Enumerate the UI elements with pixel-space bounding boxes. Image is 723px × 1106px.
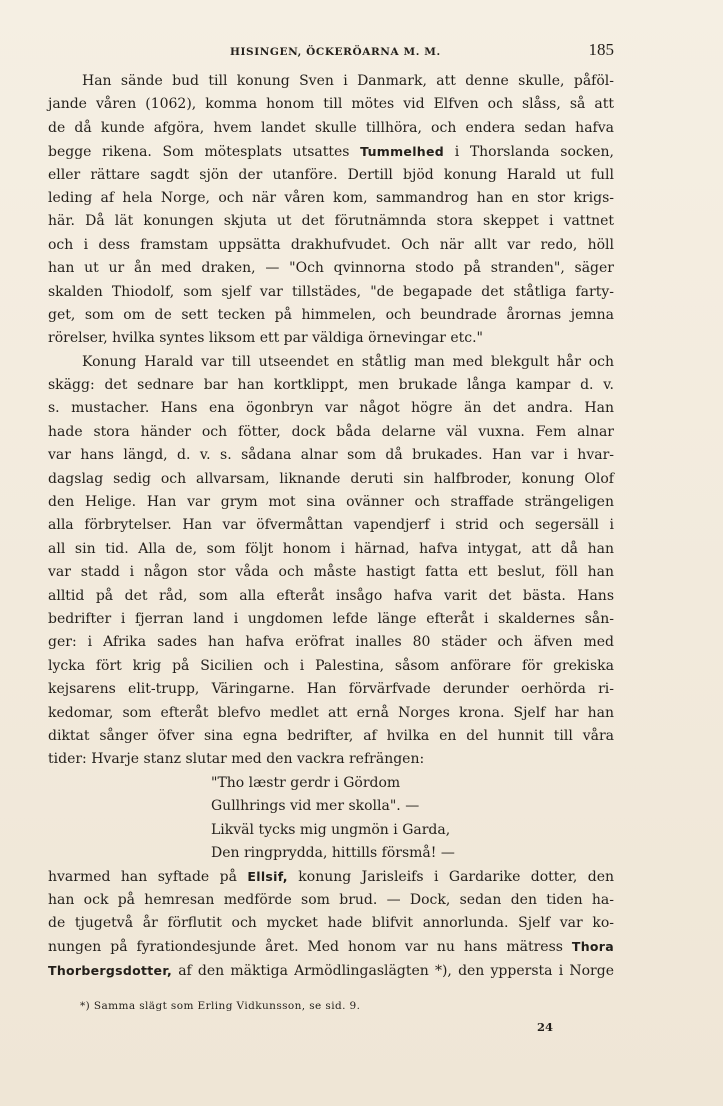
text-line: och i dess framstam uppsätta drakhufvudet. Och när allt var redo, höll <box>48 236 614 253</box>
text-line: kedomar, som efteråt blefvo medlet att ernå Norges krona. Sjelf har han <box>48 704 614 721</box>
signature-mark: 24 <box>537 1020 554 1034</box>
text-line <box>48 935 614 958</box>
footnote: *) Samma slägt som Erling Vidkunsson, se sid. 9. <box>80 1000 361 1012</box>
text-line: get, som om de sett tecken på himmelen, och beundrade årornas jemna <box>48 306 614 323</box>
text-line: de då kunde afgöra, hvem landet skulle tillhöra, och endera sedan hafva <box>48 119 614 136</box>
text-line: s. mustacher. Hans ena ögonbryn var något högre än det andra. Han <box>48 400 614 417</box>
text-line: alla förbrytelser. Han var öfvermåttan vapendjerf i strid och segersäll i <box>48 517 614 534</box>
text-line <box>48 140 614 163</box>
verse-line: Den ringprydda, hittills försmå! — <box>211 844 455 861</box>
text-fragment: hvarmed han syftade på <box>48 869 237 886</box>
text-line: bedrifter i fjerran land i ungdomen lefde länge efteråt i skaldernes sån- <box>48 610 614 627</box>
text-line: dagslag sedig och allvarsam, liknande deruti sin halfbroder, konung Olof <box>48 470 614 487</box>
text-line: rörelser, hvilka syntes liksom ett par väldiga örnevingar etc." <box>48 330 483 347</box>
text-line: skalden Thiodolf, som sjelf var tillstädes, "de begapade det ståtliga farty- <box>48 283 614 300</box>
body-text <box>48 70 614 982</box>
text-line: ger: i Afrika sades han hafva eröfrat inalles 80 städer och äfven med <box>48 634 614 651</box>
place-name: Tummelhed <box>360 144 445 160</box>
text-line: skägg: det sednare bar han kortklippt, men brukade långa kampar d. v. <box>48 377 614 394</box>
running-head <box>48 40 614 64</box>
text-line: han ock på hemresan medförde som brud. — Dock, sedan den tiden ha- <box>48 891 614 908</box>
text-fragment: nungen på fyrationdesjunde året. Med honom var nu hans mätress <box>48 939 563 956</box>
person-name: Thorbergsdotter, <box>48 962 172 978</box>
text-line: eller rättare sagdt sjön der utanföre. Dertill bjöd konung Harald ut full <box>48 166 614 183</box>
person-name: Thora <box>571 939 615 955</box>
running-title: HISINGEN, ÖCKERÖARNA M. M. <box>230 46 441 58</box>
text-fragment: af den mäktiga Armödlingaslägten *), den yppersta i Norge <box>178 962 614 979</box>
verse-line: Gullhrings vid mer skolla". — <box>211 798 420 815</box>
text-line: all sin tid. Alla de, som följt honom i härnad, hafva intygat, att då han <box>48 540 614 557</box>
text-line: var stadd i någon stor våda och måste hastigt fatta ett beslut, föll han <box>48 564 614 581</box>
text-line: här. Då lät konungen skjuta ut det förutnämnda stora skeppet i vattnet <box>48 213 614 230</box>
text-fragment: konung Jarisleifs i Gardarike dotter, den <box>298 869 615 886</box>
text-line: var hans längd, d. v. s. sådana alnar som då brukades. Han var i hvar- <box>48 447 614 464</box>
text-line: Konung Harald var till utseendet en ståtlig man med blekgult hår och <box>82 353 614 370</box>
text-line <box>48 865 614 888</box>
text-line: hade stora händer och fötter, dock båda delarne väl vuxna. Fem alnar <box>48 423 614 440</box>
text-line: kejsarens elit-trupp, Väringarne. Han förvärfvade derunder oerhörda ri- <box>48 681 614 698</box>
text-line: den Helige. Han var grym mot sina ovänner och straffade strängeligen <box>48 494 614 511</box>
verse-line: "Tho læstr gerdr i Gördom <box>211 774 401 791</box>
text-line: jande våren (1062), komma honom till mötes vid Elfven och slåss, så att <box>48 96 614 113</box>
text-fragment: i Thorslanda socken, <box>454 144 614 161</box>
text-line: lycka fört krig på Sicilien och i Palestina, såsom anförare för grekiska <box>48 657 614 674</box>
text-fragment: begge rikena. Som mötesplats utsattes <box>48 144 350 161</box>
page-number: 185 <box>588 40 614 59</box>
text-line: alltid på det råd, som alla efteråt insågo hafva varit det bästa. Hans <box>48 587 614 604</box>
text-line: leding af hela Norge, och när våren kom, sammandrog han en stor krigs- <box>48 189 614 206</box>
text-line: de tjugetvå år förflutit och mycket hade blifvit annorlunda. Sjelf var ko- <box>48 915 614 932</box>
text-line <box>48 959 614 982</box>
text-line: Han sände bud till konung Sven i Danmark, att denne skulle, påföl- <box>82 73 614 89</box>
text-line: han ut ur ån med draken, — "Och qvinnorna stodo på stranden", säger <box>48 260 614 277</box>
text-line: diktat sånger öfver sina egna bedrifter, af hvilka en del hunnit till våra <box>48 727 614 744</box>
person-name: Ellsif, <box>247 869 288 885</box>
text-line: tider: Hvarje stanz slutar med den vackra refrängen: <box>48 751 425 768</box>
verse-line: Likväl tycks mig ungmön i Garda, <box>211 821 451 838</box>
